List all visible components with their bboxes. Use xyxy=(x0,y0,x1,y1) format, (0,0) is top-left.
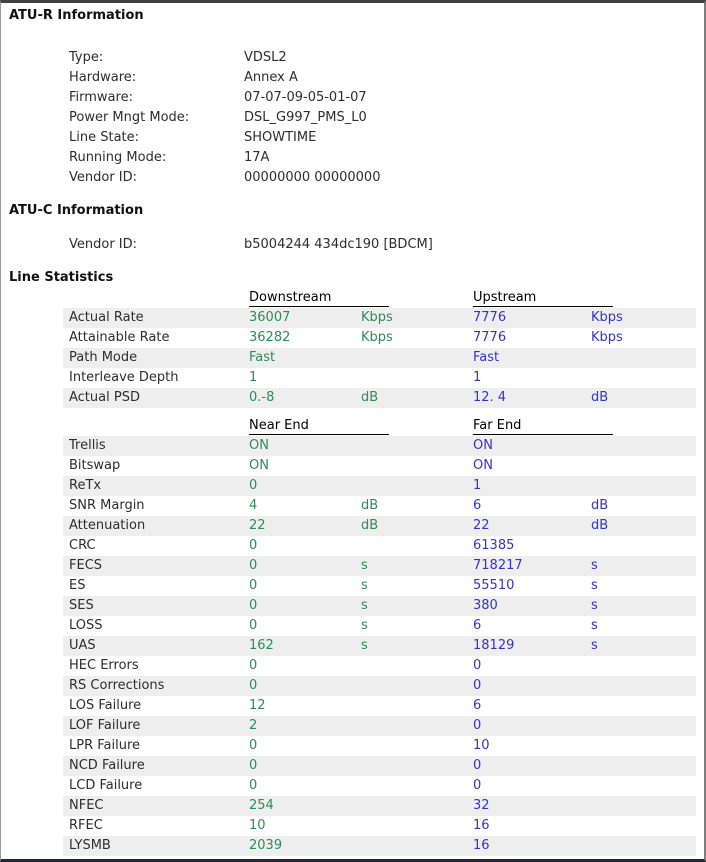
field-value: DSL_G997_PMS_L0 xyxy=(244,110,367,125)
field-label: Vendor ID: xyxy=(69,237,138,252)
table-row xyxy=(63,596,696,616)
info-row xyxy=(1,235,704,255)
stat-value-col1: 0 xyxy=(249,778,258,793)
table-row xyxy=(63,388,696,408)
stat-value-col1: 0 xyxy=(249,578,258,593)
stat-value-col1: Fast xyxy=(249,350,276,365)
stat-value-col2: 1 xyxy=(473,370,482,385)
field-value: b5004244 434dc190 [BDCM] xyxy=(244,237,433,252)
stat-value-col2: 1 xyxy=(473,478,482,493)
stat-label: Path Mode xyxy=(69,350,138,365)
stat-value-col1: 2039 xyxy=(249,838,283,853)
stat-unit-col2: Kbps xyxy=(591,330,623,345)
field-value: 17A xyxy=(244,150,270,165)
stat-value-col1: 0 xyxy=(249,738,258,753)
stat-unit-col1: s xyxy=(361,618,368,633)
stat-value-col1: 254 xyxy=(249,798,274,813)
section-title-line-statistics: Line Statistics xyxy=(9,270,114,285)
atur-info-block xyxy=(1,48,704,188)
stat-value-col1: 36282 xyxy=(249,330,291,345)
stat-label: RFEC xyxy=(69,818,103,833)
table-row xyxy=(63,348,696,368)
stat-unit-col1: s xyxy=(361,638,368,653)
stat-value-col1: 0 xyxy=(249,758,258,773)
stat-value-col2: 7776 xyxy=(473,310,507,325)
table-row xyxy=(63,776,696,796)
stat-unit-col2: s xyxy=(591,618,598,633)
table-row xyxy=(63,556,696,576)
stat-value-col2: 22 xyxy=(473,518,490,533)
stat-value-col1: 12 xyxy=(249,698,266,713)
stat-label: LCD Failure xyxy=(69,778,143,793)
info-row xyxy=(1,108,704,128)
stat-value-col2: 0 xyxy=(473,758,482,773)
stat-unit-col2: Kbps xyxy=(591,310,623,325)
table-row xyxy=(63,516,696,536)
field-label: Vendor ID: xyxy=(69,170,138,185)
info-row xyxy=(1,88,704,108)
stat-value-col2: 7776 xyxy=(473,330,507,345)
stat-label: NCD Failure xyxy=(69,758,145,773)
field-value: 00000000 00000000 xyxy=(244,170,381,185)
stat-value-col2: 12. 4 xyxy=(473,390,507,405)
field-label: Hardware: xyxy=(69,70,137,85)
stat-value-col1: 2 xyxy=(249,718,258,733)
stat-unit-col2: s xyxy=(591,638,598,653)
table-row xyxy=(63,536,696,556)
stat-value-col2: ON xyxy=(473,458,493,473)
stat-unit-col1: Kbps xyxy=(361,310,393,325)
stat-value-col1: 0 xyxy=(249,558,258,573)
stat-unit-col2: s xyxy=(591,598,598,613)
stat-value-col2: ON xyxy=(473,438,493,453)
stats-header-nearend-farend xyxy=(1,418,704,436)
stat-label: LPR Failure xyxy=(69,738,141,753)
stat-value-col1: 0 xyxy=(249,658,258,673)
table-row xyxy=(63,716,696,736)
stat-value-col2: 6 xyxy=(473,498,482,513)
stat-label: SNR Margin xyxy=(69,498,145,513)
stat-label: Attainable Rate xyxy=(69,330,170,345)
stat-value-col1: 0 xyxy=(249,598,258,613)
stat-unit-col1: s xyxy=(361,578,368,593)
column-header-far-end: Far End xyxy=(473,418,613,435)
table-row xyxy=(63,736,696,756)
stat-label: Bitswap xyxy=(69,458,121,473)
table-row xyxy=(63,816,696,836)
stat-label: FECS xyxy=(69,558,103,573)
table-row xyxy=(63,696,696,716)
stat-label: Attenuation xyxy=(69,518,146,533)
info-row xyxy=(1,68,704,88)
info-row xyxy=(1,48,704,68)
stat-label: LYSMB xyxy=(69,838,111,853)
stat-value-col2: 6 xyxy=(473,698,482,713)
field-label: Firmware: xyxy=(69,90,133,105)
stat-value-col2: 55510 xyxy=(473,578,515,593)
stat-value-col2: 32 xyxy=(473,798,490,813)
table-row xyxy=(63,576,696,596)
stat-label: RS Corrections xyxy=(69,678,165,693)
stat-value-col2: 61385 xyxy=(473,538,515,553)
stat-label: Actual PSD xyxy=(69,390,140,405)
stat-value-col1: 0 xyxy=(249,478,258,493)
stat-value-col2: 18129 xyxy=(473,638,515,653)
section-title-atur: ATU-R Information xyxy=(9,8,144,23)
section-title-atuc: ATU-C Information xyxy=(9,203,144,218)
stat-label: Trellis xyxy=(69,438,106,453)
table-row xyxy=(63,476,696,496)
stat-unit-col1: s xyxy=(361,598,368,613)
stat-label: LOF Failure xyxy=(69,718,141,733)
info-row xyxy=(1,168,704,188)
stat-value-col2: 16 xyxy=(473,818,490,833)
stat-value-col1: 0 xyxy=(249,618,258,633)
stat-value-col2: Fast xyxy=(473,350,500,365)
stat-label: CRC xyxy=(69,538,96,553)
stat-value-col1: 4 xyxy=(249,498,258,513)
table-row xyxy=(63,368,696,388)
table-row xyxy=(63,436,696,456)
stat-label: HEC Errors xyxy=(69,658,139,673)
field-label: Running Mode: xyxy=(69,150,167,165)
stat-label: SES xyxy=(69,598,94,613)
stat-label: NFEC xyxy=(69,798,104,813)
stat-label: ReTx xyxy=(69,478,102,493)
rate-stats-table xyxy=(1,308,704,408)
table-row xyxy=(63,756,696,776)
table-row xyxy=(63,636,696,656)
table-row xyxy=(63,496,696,516)
stat-value-col2: 0 xyxy=(473,718,482,733)
stat-unit-col1: s xyxy=(361,558,368,573)
field-label: Line State: xyxy=(69,130,140,145)
column-header-near-end: Near End xyxy=(249,418,389,435)
stat-value-col2: 718217 xyxy=(473,558,523,573)
field-value: VDSL2 xyxy=(244,50,287,65)
table-row xyxy=(63,328,696,348)
column-header-downstream: Downstream xyxy=(249,290,389,307)
stats-header-downstream-upstream xyxy=(1,290,704,308)
stat-label: LOSS xyxy=(69,618,103,633)
stat-value-col2: 0 xyxy=(473,678,482,693)
error-stats-table xyxy=(1,436,704,856)
field-value: 07-07-09-05-01-07 xyxy=(244,90,367,105)
field-value: Annex A xyxy=(244,70,298,85)
stat-value-col2: 0 xyxy=(473,658,482,673)
stat-value-col2: 6 xyxy=(473,618,482,633)
stat-label: LOS Failure xyxy=(69,698,142,713)
stat-value-col1: 1 xyxy=(249,370,258,385)
stat-value-col1: 10 xyxy=(249,818,266,833)
stat-value-col2: 10 xyxy=(473,738,490,753)
stat-value-col1: 0 xyxy=(249,538,258,553)
stat-value-col1: 36007 xyxy=(249,310,291,325)
stat-unit-col1: Kbps xyxy=(361,330,393,345)
stat-value-col2: 0 xyxy=(473,778,482,793)
stat-value-col1: 0.-8 xyxy=(249,390,275,405)
stat-unit-col1: dB xyxy=(361,390,379,405)
info-row xyxy=(1,148,704,168)
stat-unit-col1: dB xyxy=(361,518,379,533)
table-row xyxy=(63,836,696,856)
stat-value-col1: 0 xyxy=(249,678,258,693)
stat-unit-col2: dB xyxy=(591,498,609,513)
stat-label: Actual Rate xyxy=(69,310,144,325)
stat-unit-col2: s xyxy=(591,578,598,593)
stat-value-col1: ON xyxy=(249,458,269,473)
stat-value-col1: 162 xyxy=(249,638,274,653)
stat-unit-col2: dB xyxy=(591,518,609,533)
stat-unit-col1: dB xyxy=(361,498,379,513)
table-row xyxy=(63,456,696,476)
stat-label: ES xyxy=(69,578,86,593)
stat-unit-col2: s xyxy=(591,558,598,573)
field-label: Power Mngt Mode: xyxy=(69,110,190,125)
stat-value-col1: ON xyxy=(249,438,269,453)
table-row xyxy=(63,676,696,696)
table-row xyxy=(63,308,696,328)
table-row xyxy=(63,796,696,816)
stat-unit-col2: dB xyxy=(591,390,609,405)
field-value: SHOWTIME xyxy=(244,130,317,145)
stat-label: Interleave Depth xyxy=(69,370,179,385)
table-row xyxy=(63,656,696,676)
atuc-info-block xyxy=(1,235,704,255)
column-header-upstream: Upstream xyxy=(473,290,613,307)
stat-value-col2: 380 xyxy=(473,598,498,613)
stat-label: UAS xyxy=(69,638,96,653)
table-row xyxy=(63,616,696,636)
field-label: Type: xyxy=(69,50,104,65)
stat-value-col2: 16 xyxy=(473,838,490,853)
info-row xyxy=(1,128,704,148)
stat-value-col1: 22 xyxy=(249,518,266,533)
